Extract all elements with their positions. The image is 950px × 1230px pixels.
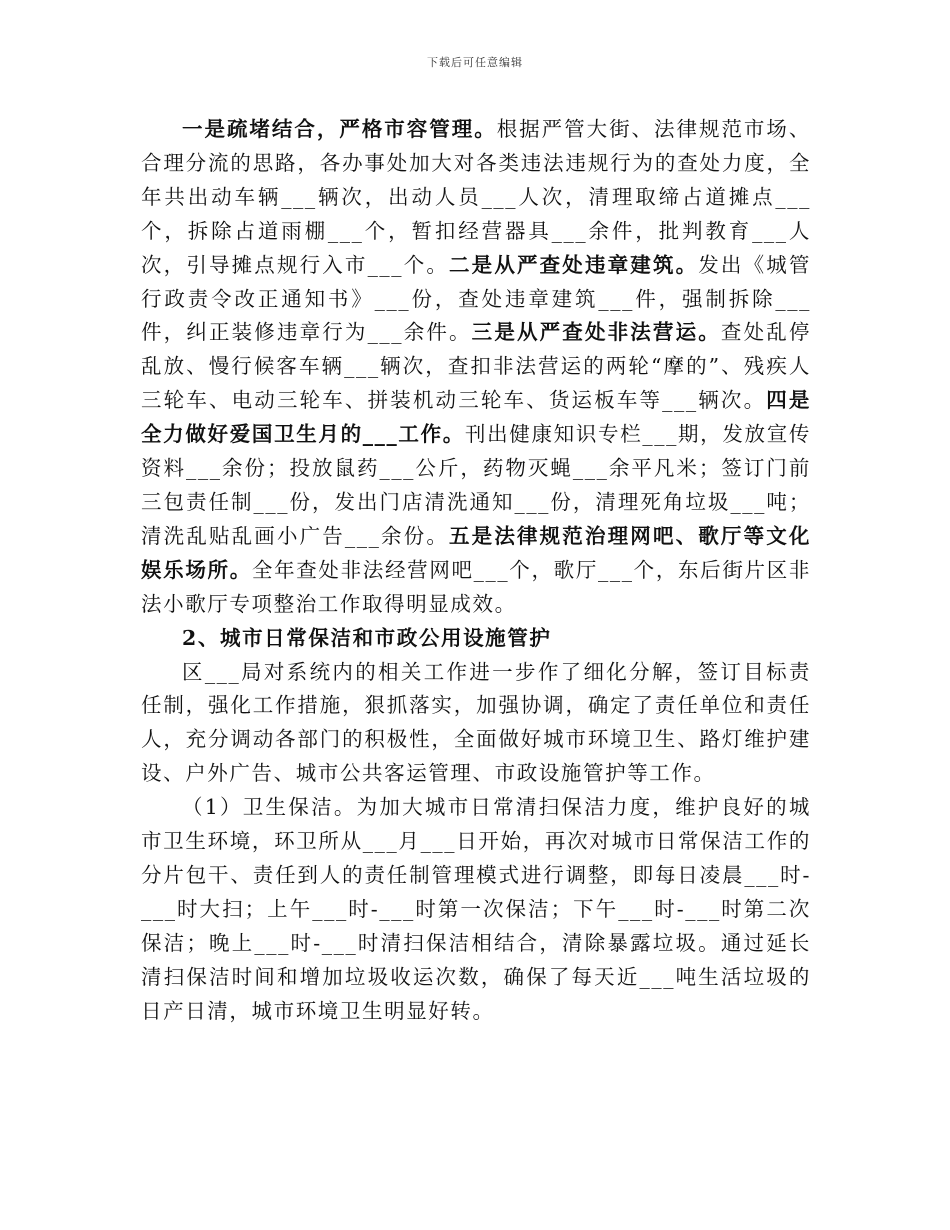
- paragraph-city-appearance: [141, 113, 811, 622]
- section-heading: [141, 622, 811, 656]
- paragraph-text: 根据严管大街、法律规范市场、合理分流的思路，各办事处加大对各类违法违规行为的查处力度，全年共出动车辆___辆次，出动人员___人次，清理取缔占道摊点___个，拆除占道雨棚___个，暂扣经营器具___余件，批判教育___人次，引导摊点规行入市___个。: [141, 117, 811, 277]
- paragraph-text: 发出《城管行政责令改正通知书》___份，查处违章建筑___件，强制拆除___件，纠正装修违章行为___余件。: [141, 252, 811, 345]
- document-body: [141, 113, 811, 1028]
- paragraph-text: 区___局对系统内的相关工作进一步作了细化分解，签订目标责任制，强化工作措施，狠抓落实，加强协调，确定了责任单位和责任人，充分调动各部门的积极性，全面做好城市环境卫生、路灯维护建设、户外广告、城市公共客运管理、市政设施管护等工作。: [141, 659, 811, 786]
- paragraph-text: （1）卫生保洁。为加大城市日常清扫保洁力度，维护良好的城市卫生环境，环卫所从___月___日开始，再次对城市日常保洁工作的分片包干、责任到人的责任制管理模式进行调整，即每日凌晨___时-___时大扫；上午___时-___时第一次保洁；下午___时-___时第二次保洁；晚上___时-___时清扫保洁相结合，清除暴露垃圾。通过延长清扫保洁时间和增加垃圾收运次数，确保了每天近___吨生活垃圾的日产日清，城市环境卫生明显好转。: [141, 795, 811, 1023]
- bold-point-4: 四是全力做好爱国卫生月的___工作。: [141, 388, 811, 447]
- page-header: 下载后可任意编辑: [427, 56, 523, 69]
- section-heading-text: 2、城市日常保洁和市政公用设施管护: [182, 625, 552, 650]
- bold-point-1: 一是疏堵结合，严格市容管理。: [182, 117, 497, 141]
- paragraph-district-bureau: [141, 656, 811, 792]
- paragraph-text: 全年查处非法经营网吧___个，歌厅___个，东后街片区非法小歌厅专项整治工作取得明显成效。: [141, 557, 811, 616]
- paragraph-text: 刊出健康知识专栏___期，发放宣传资料___余份；投放鼠药___公斤，药物灭蝇___余平凡米；签订门前三包责任制___份，发出门店清洗通知___份，清理死角垃圾___吨；清洗乱贴乱画小广告___余份。: [141, 422, 811, 548]
- bold-point-5: 五是法律规范治理网吧、歌厅等文化娱乐场所。: [141, 523, 811, 582]
- bold-point-2: 二是从严查处违章建筑。: [449, 252, 699, 277]
- bold-point-3: 三是从严查处非法营运。: [471, 320, 721, 345]
- paragraph-sanitation: [141, 791, 811, 1028]
- paragraph-text: 查处乱停乱放、慢行候客车辆___辆次，查扣非法营运的两轮“摩的”、残疾人三轮车、电动三轮车、拼装机动三轮车、货运板车等___辆次。: [141, 320, 811, 413]
